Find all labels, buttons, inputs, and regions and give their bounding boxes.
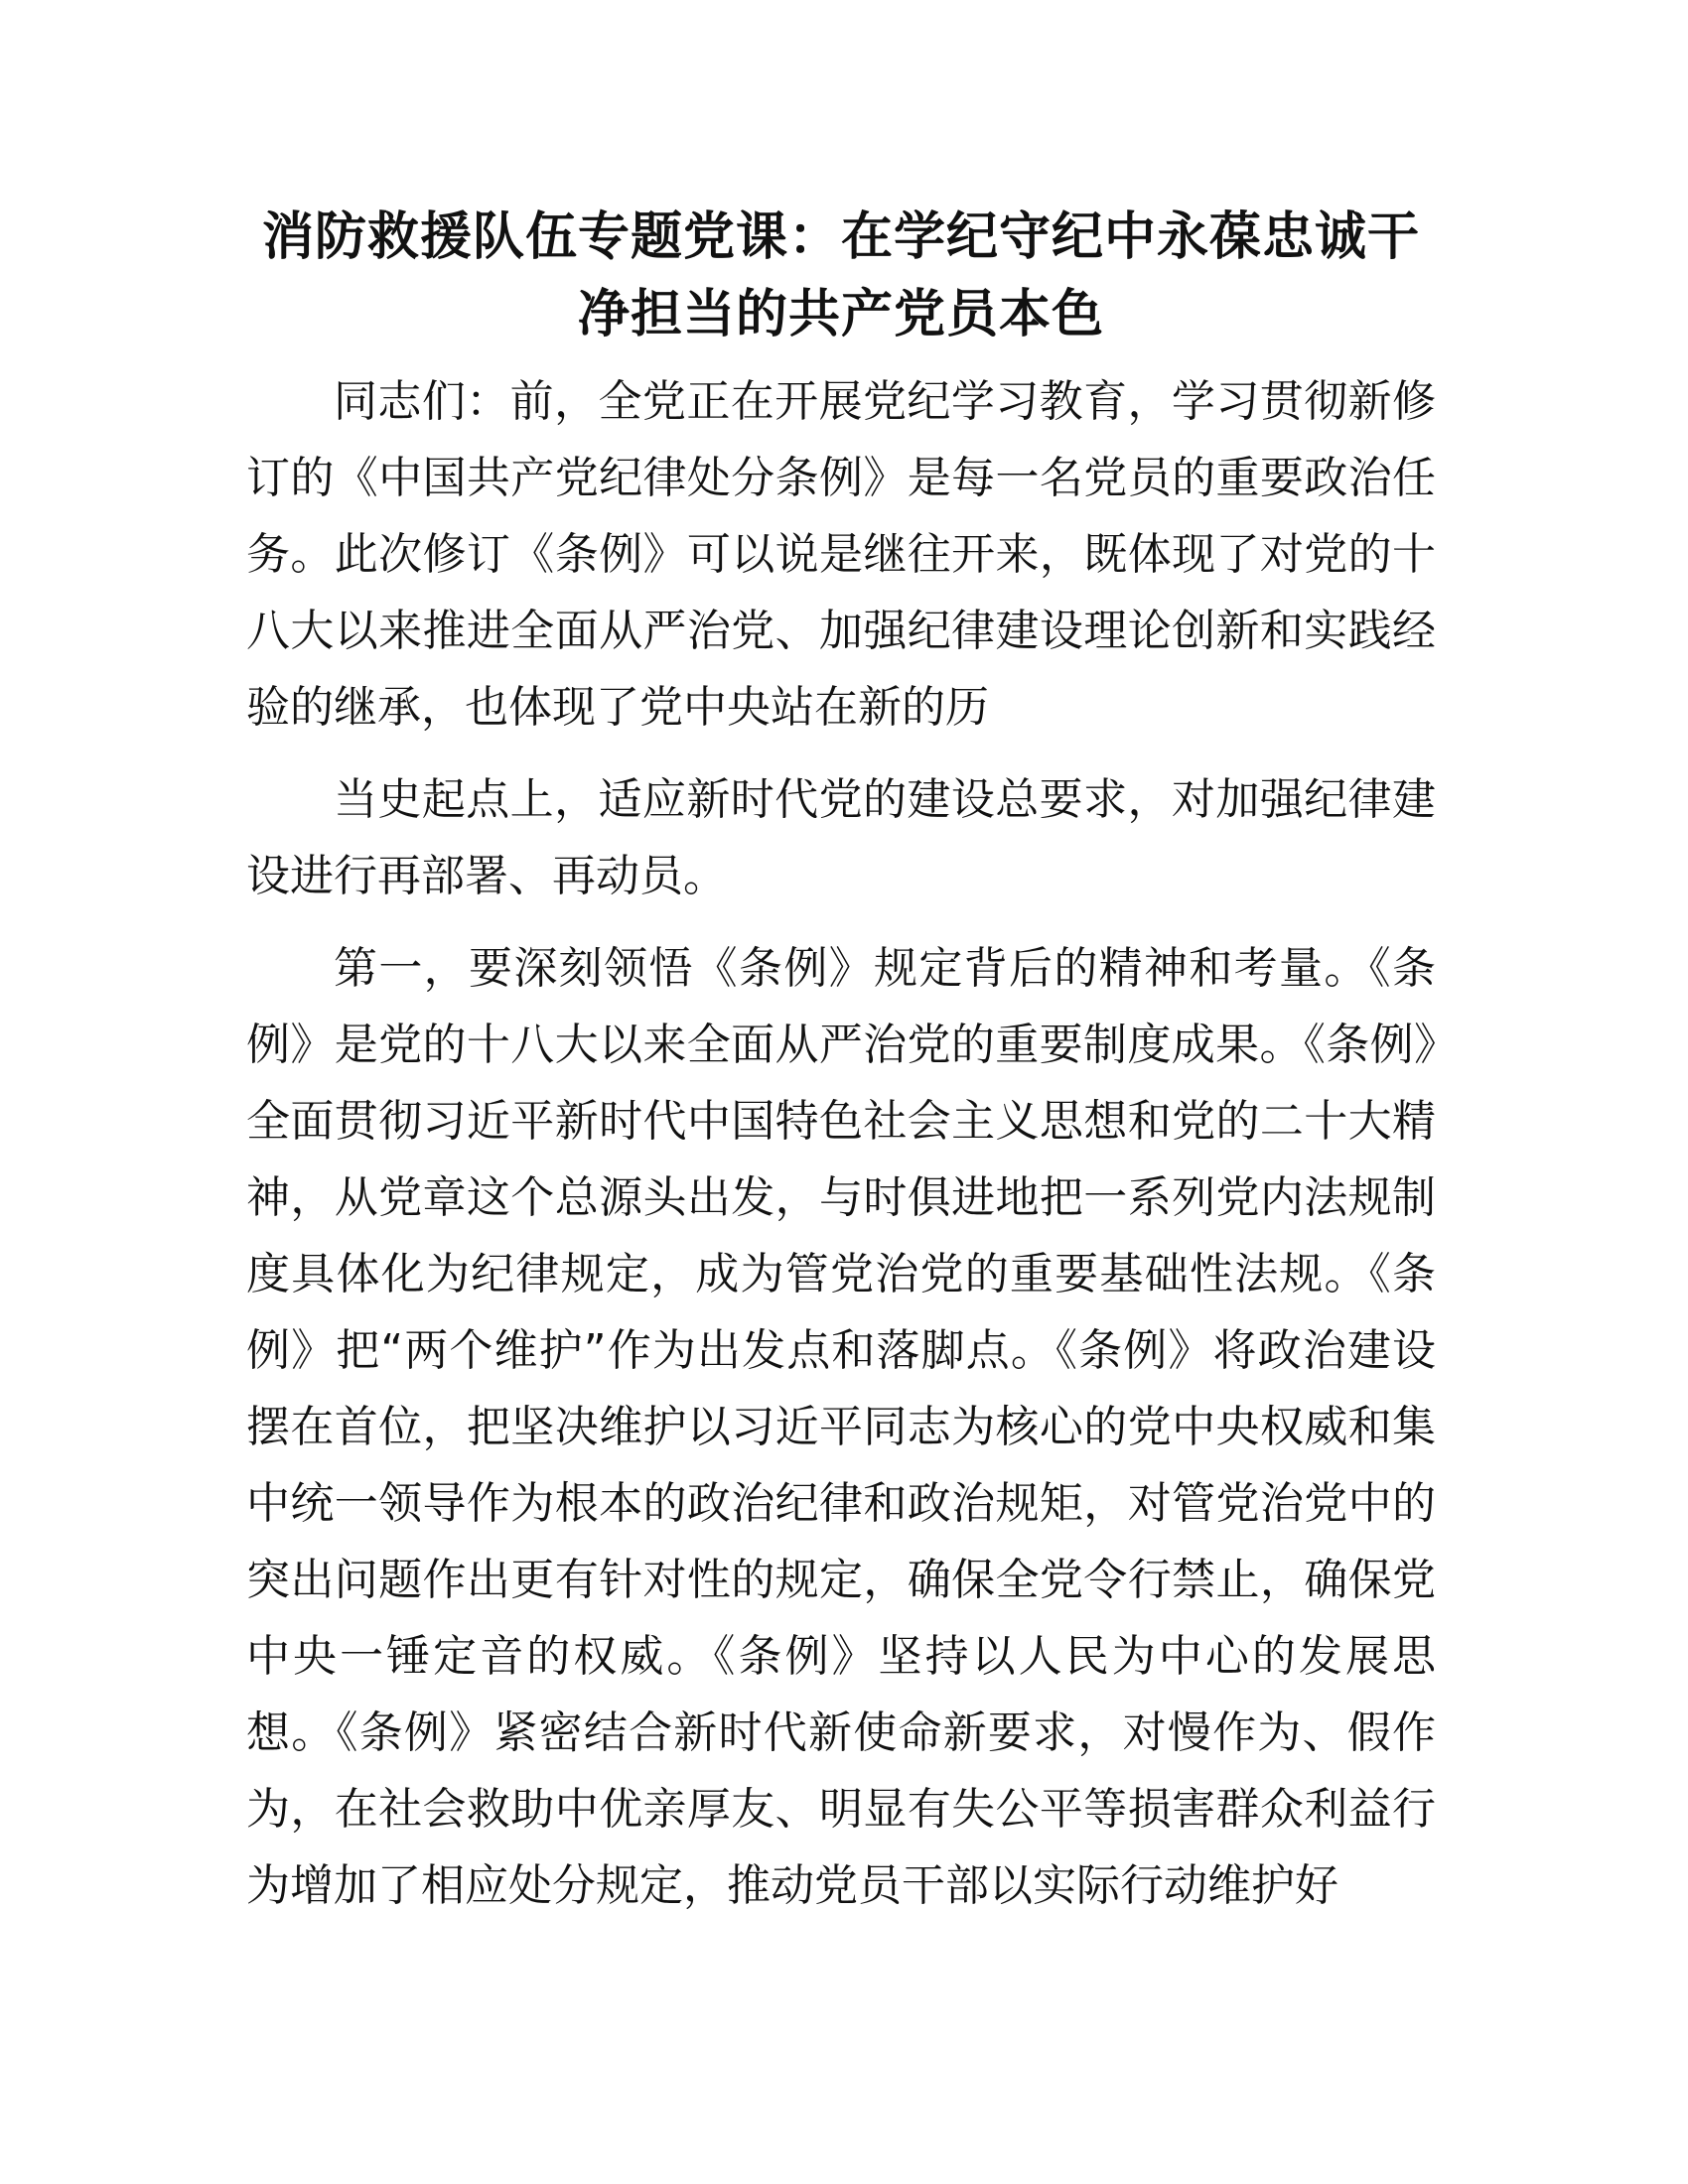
paragraph-first-point: 第一，要深刻领悟《条例》规定背后的精神和考量。《条例》是党的十八大以来全面从严治党的重要制度成果。《条例》全面贯彻习近平新时代中国特色社会主义思想和党的二十大精神，从党章这个总源头出发，与时俱进地把一系列党内法规制度具体化为纪律规定，成为管党治党的重要基础性法规。《条例》把“两个维护”作为出发点和落脚点。《条例》将政治建设摆在首位，把坚决维护以习近平同志为核心的党中央权威和集中统一领导作为根本的政治纪律和政治规矩，对管党治党中的突出问题作出更有针对性的规定，确保全党令行禁止，确保党中央一锤定音的权威。《条例》坚持以人民为中心的发展思想。《条例》紧密结合新时代新使命新要求，对慢作为、假作为，在社会救助中优亲厚友、明显有失公平等损害群众利益行为增加了相应处分规定，推动党员干部以实际行动维护好 (246, 943, 1436, 1911)
paragraph-intro: 同志们：前，全党正在开展党纪学习教育，学习贯彻新修订的《中国共产党纪律处分条例》是每一名党员的重要政治任务。此次修订《条例》可以说是继往开来，既体现了对党的十八大以来推进全面从严治党、加强纪律建设理论创新和实践经验的继承，也体现了党中央站在新的历 (246, 376, 1436, 733)
paragraph-continuation: 当史起点上，适应新时代党的建设总要求，对加强纪律建设进行再部署、再动员。 (246, 774, 1436, 901)
document-body (246, 199, 1436, 1924)
document-title: 消防救援队伍专题党课：在学纪守纪中永葆忠诚干净担当的共产党员本色 (261, 207, 1420, 344)
